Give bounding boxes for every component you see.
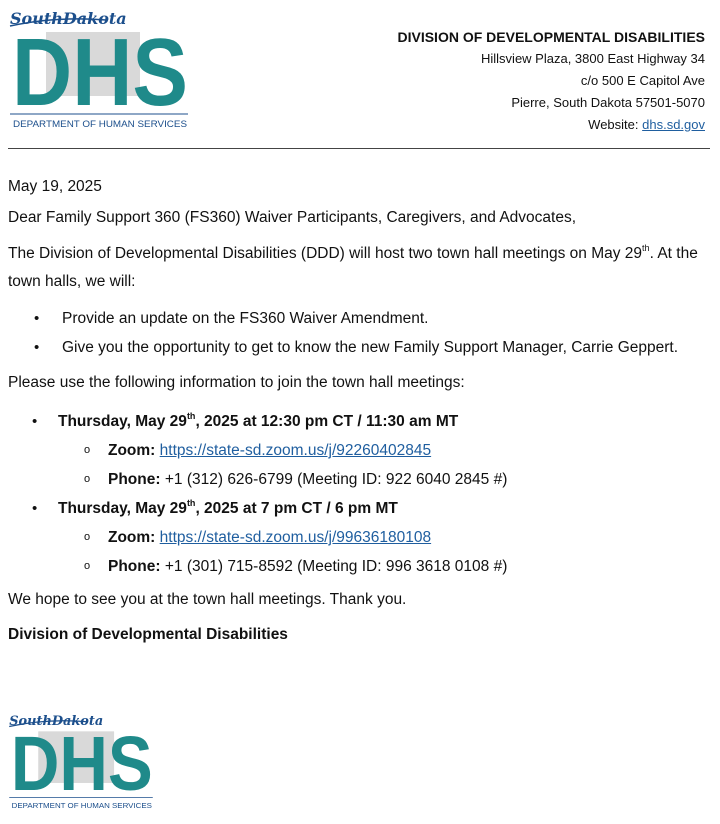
dhs-logo	[6, 6, 192, 134]
meeting-item	[8, 407, 706, 494]
logo-caption: DEPARTMENT OF HUMAN SERVICES	[13, 119, 187, 129]
website-link[interactable]: dhs.sd.gov	[642, 117, 705, 132]
meeting-title: Thursday, May 29th, 2025 at 12:30 pm CT / 11:30 am MT	[58, 411, 459, 430]
logo-caption: DEPARTMENT OF HUMAN SERVICES	[11, 800, 153, 810]
dhs-logo-graphic	[6, 6, 192, 134]
website-label: Website:	[588, 117, 639, 132]
signature: Division of Developmental Disabilities	[8, 626, 288, 643]
phone-text: +1 (312) 626-6799 (Meeting ID: 922 6040 2845 #)	[164, 471, 508, 488]
phone-line	[58, 552, 706, 581]
agenda-item: • Provide an update on the FS360 Waiver Amendment.	[8, 304, 706, 333]
zoom-line	[58, 523, 706, 552]
logo-letters: DHS	[12, 19, 188, 126]
website-line	[397, 114, 705, 136]
meeting-title: Thursday, May 29th, 2025 at 7 pm CT / 6 pm MT	[58, 498, 398, 517]
header-divider	[8, 148, 710, 149]
meeting-item	[8, 494, 706, 581]
letter-greeting: Dear Family Support 360 (FS360) Waiver Participants, Caregivers, and Advocates,	[8, 209, 577, 226]
dhs-logo-footer-graphic	[6, 710, 156, 814]
agency-name: DIVISION OF DEVELOPMENTAL DISABILITIES	[397, 29, 705, 45]
phone-text: +1 (301) 715-8592 (Meeting ID: 996 3618 0108 #)	[164, 558, 508, 575]
address-line-2: c/o 500 E Capitol Ave	[580, 73, 705, 88]
zoom-line	[58, 436, 706, 465]
address-line-1: Hillsview Plaza, 3800 East Highway 34	[481, 51, 705, 66]
zoom-label: Zoom:	[108, 529, 156, 546]
logo-script: SouthDakota	[10, 9, 127, 28]
phone-label: Phone:	[108, 471, 161, 488]
logo-letters: DHS	[10, 721, 153, 808]
join-instructions: Please use the following information to join the town hall meetings:	[8, 374, 465, 391]
zoom-link[interactable]: https://state-sd.zoom.us/j/99636180108	[159, 529, 432, 546]
dhs-logo-footer	[6, 710, 156, 814]
intro-paragraph: The Division of Developmental Disabilities (DDD) will host two town hall meetings on May 29th. At the town halls, we will:	[8, 243, 698, 290]
letter-body	[8, 176, 706, 645]
closing-line: We hope to see you at the town hall meetings. Thank you.	[8, 591, 407, 608]
zoom-label: Zoom:	[108, 442, 156, 459]
phone-line	[58, 465, 706, 494]
agenda-item: • Give you the opportunity to get to know the new Family Support Manager, Carrie Geppert.	[8, 333, 706, 362]
zoom-link[interactable]: https://state-sd.zoom.us/j/92260402845	[159, 442, 432, 459]
meeting-list	[8, 407, 706, 581]
agenda-list	[8, 304, 706, 362]
letter-date: May 19, 2025	[8, 178, 102, 195]
logo-script: SouthDakota	[9, 713, 104, 729]
phone-label: Phone:	[108, 558, 161, 575]
agency-address-block	[397, 26, 705, 136]
address-line-3: Pierre, South Dakota 57501-5070	[511, 95, 705, 110]
